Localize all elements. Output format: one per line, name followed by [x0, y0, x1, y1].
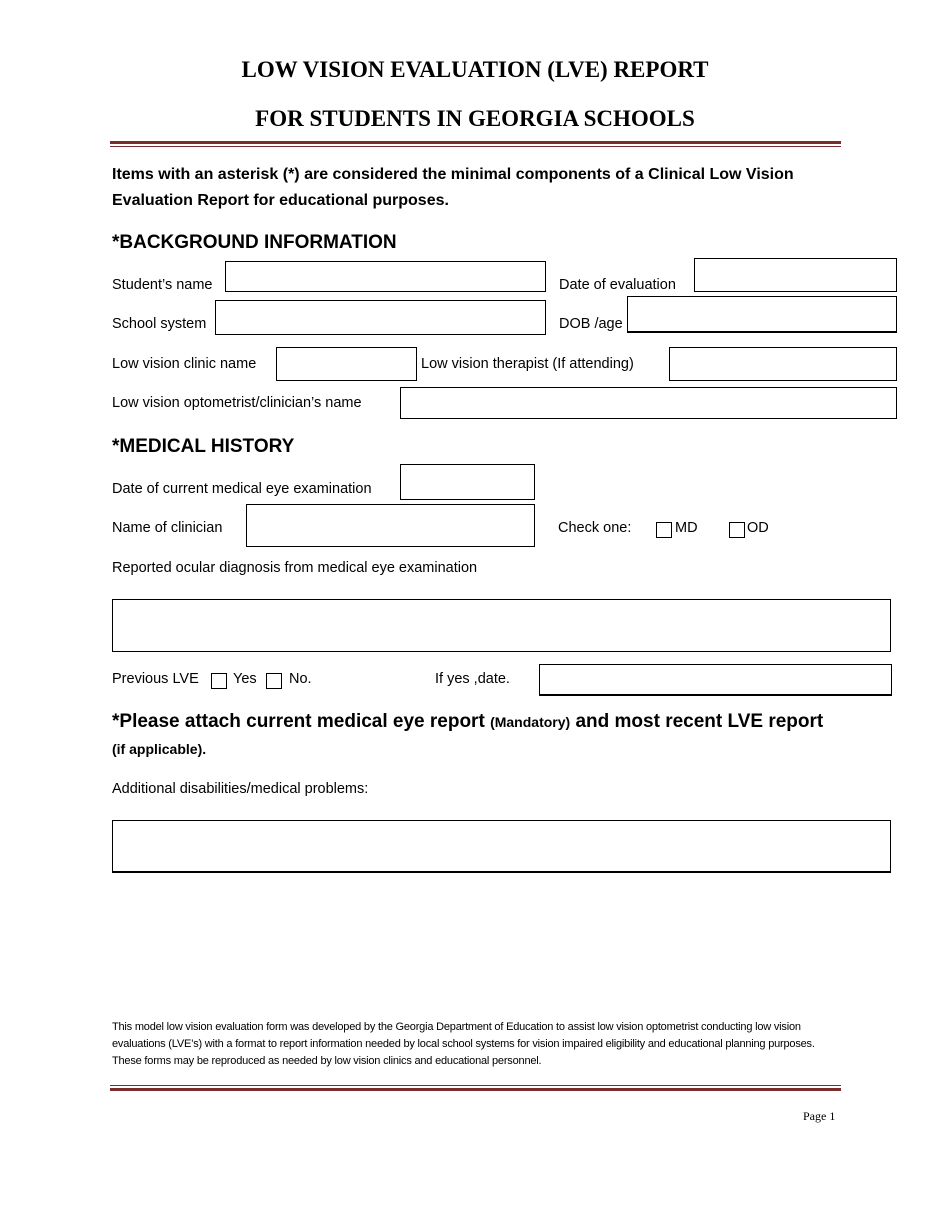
therapist-label: Low vision therapist (If attending): [421, 356, 634, 372]
exam-date-label: Date of current medical eye examination: [112, 481, 372, 497]
clinician-label: Name of clinician: [112, 520, 223, 536]
clinician-field[interactable]: [246, 504, 535, 547]
date-of-evaluation-field[interactable]: [694, 258, 897, 292]
page-subtitle: FOR STUDENTS IN GEORGIA SCHOOLS: [255, 106, 695, 131]
attach-note: (if applicable).: [112, 741, 207, 757]
dob-age-field[interactable]: [627, 296, 897, 333]
intro-text: Items with an asterisk (*) are considered the minimal components of a Clinical Low Vision Evaluation Report for educational purposes.: [112, 166, 794, 209]
diagnosis-label: Reported ocular diagnosis from medical eye examination: [112, 560, 478, 576]
date-of-evaluation-label: Date of evaluation: [559, 277, 676, 293]
previous-lve-date-field[interactable]: [539, 664, 892, 696]
header-divider: [110, 141, 841, 144]
header-divider-thin: [110, 146, 841, 147]
optometrist-label: Low vision optometrist/clinician’s name: [112, 395, 362, 411]
md-checkbox[interactable]: [656, 522, 672, 538]
student-name-label: Student’s name: [112, 277, 213, 293]
if-yes-date-label: If yes ,date.: [435, 671, 510, 687]
clinic-name-label: Low vision clinic name: [112, 356, 257, 372]
student-name-field[interactable]: [225, 261, 546, 292]
no-label: No.: [289, 671, 312, 687]
od-label: OD: [747, 520, 769, 536]
school-system-field[interactable]: [215, 300, 546, 335]
footer-note: This model low vision evaluation form was developed by the Georgia Department of Education to assist low vision optometrist conducting low vision evaluations (LVE’s) with a format to report information needed by local school systems for vision impaired eligibility and educational planning purposes. These forms may be reproduced as needed by low vision clinics and educational personnel.: [112, 1021, 815, 1067]
additional-label: Additional disabilities/medical problems:: [112, 781, 369, 797]
optometrist-field[interactable]: [400, 387, 897, 419]
page-title: LOW VISION EVALUATION (LVE) REPORT: [241, 57, 709, 82]
previous-lve-yes-checkbox[interactable]: [211, 673, 227, 689]
footer-divider-thin: [110, 1085, 841, 1086]
footer-divider: [110, 1088, 841, 1091]
therapist-field[interactable]: [669, 347, 897, 381]
exam-date-field[interactable]: [400, 464, 535, 500]
additional-field[interactable]: [112, 820, 891, 873]
diagnosis-field[interactable]: [112, 599, 891, 652]
od-checkbox[interactable]: [729, 522, 745, 538]
attach-heading: [112, 711, 823, 733]
md-label: MD: [675, 520, 698, 536]
school-system-label: School system: [112, 316, 207, 332]
previous-lve-no-checkbox[interactable]: [266, 673, 282, 689]
page-number: Page 1: [803, 1109, 836, 1123]
mandatory-tag: (Mandatory): [490, 714, 571, 730]
clinic-name-field[interactable]: [276, 347, 417, 381]
yes-label: Yes: [233, 671, 257, 687]
attach-heading-part1: *Please attach current medical eye report: [112, 711, 491, 732]
attach-heading-part2: and most recent LVE report: [570, 711, 824, 732]
medical-history-heading: *MEDICAL HISTORY: [112, 436, 295, 457]
dob-age-label: DOB /age: [559, 316, 623, 332]
previous-lve-label: Previous LVE: [112, 671, 199, 687]
background-heading: *BACKGROUND INFORMATION: [112, 232, 397, 253]
check-one-label: Check one:: [558, 520, 632, 536]
